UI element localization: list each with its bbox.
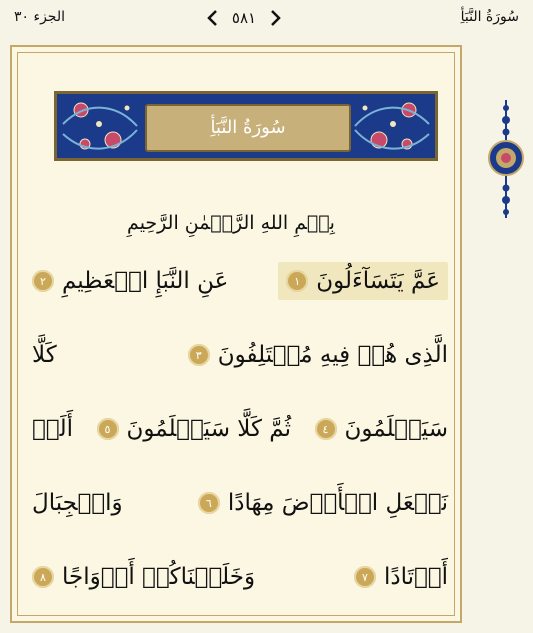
page-navigator bbox=[206, 6, 282, 30]
basmala: بِسۡمِ اللهِ الرَّحۡمٰنِ الرَّحِيمِ bbox=[127, 212, 335, 234]
top-bar bbox=[0, 0, 533, 36]
verse-text: وَالۡجِبَالَ bbox=[32, 490, 123, 516]
surah-name-label: سُورَةُ النَّبَأِ bbox=[460, 9, 519, 25]
verse-text: نَجۡعَلِ الۡأَرۡضَ مِهَادًا bbox=[227, 490, 448, 516]
quran-line-2 bbox=[32, 326, 448, 384]
verse-end-marker-icon: ١ bbox=[286, 270, 308, 292]
verse-8[interactable] bbox=[32, 564, 255, 590]
previous-page-chevron-icon[interactable] bbox=[206, 9, 220, 27]
verse-text: عَنِ النَّبَإِ الۡعَظِيمِ bbox=[62, 268, 229, 294]
juz-label: الجزء ٣٠ bbox=[14, 9, 65, 25]
verse-end-marker-icon: ٦ bbox=[198, 492, 220, 514]
verse-end-marker-icon: ٥ bbox=[97, 418, 119, 440]
verse-1-highlight[interactable] bbox=[278, 262, 448, 300]
verse-text: أَلَمۡ bbox=[32, 416, 74, 442]
verse-text: عَمَّ يَتَسَآءَلُونَ bbox=[316, 268, 440, 294]
surah-start-ornament-icon bbox=[484, 98, 528, 220]
verse-text: سَيَعۡلَمُونَ bbox=[344, 416, 448, 442]
surah-header-banner bbox=[54, 91, 438, 161]
verse-7-end[interactable] bbox=[354, 564, 448, 590]
verse-text: وَخَلَقۡنَاكُمۡ أَزۡوَاجًا bbox=[62, 564, 256, 590]
verse-text: ثُمَّ كَلَّا سَيَعۡلَمُونَ bbox=[126, 416, 292, 442]
verse-end-marker-icon: ٨ bbox=[32, 566, 54, 588]
verse-text: أَوۡتَادًا bbox=[383, 564, 448, 590]
verse-6-start[interactable] bbox=[32, 416, 73, 442]
quran-line-5 bbox=[32, 548, 448, 606]
verse-end-marker-icon: ٧ bbox=[354, 566, 376, 588]
verse-4-end[interactable] bbox=[315, 416, 449, 442]
verse-6-end[interactable] bbox=[198, 490, 448, 516]
next-page-chevron-icon[interactable] bbox=[268, 9, 282, 27]
surah-header-title: سُورَةُ النَّبَأِ bbox=[145, 104, 351, 152]
verse-3[interactable] bbox=[188, 342, 448, 368]
page-number: ٥٨١ bbox=[231, 9, 257, 27]
quran-line-3 bbox=[32, 400, 448, 458]
verse-end-marker-icon: ٤ bbox=[315, 418, 337, 440]
verse-text: كَلَّا bbox=[32, 342, 57, 368]
verse-end-marker-icon: ٢ bbox=[32, 270, 54, 292]
verse-end-marker-icon: ٣ bbox=[188, 344, 210, 366]
verse-7-start[interactable] bbox=[32, 490, 123, 516]
quran-page bbox=[14, 54, 448, 614]
quran-line-1 bbox=[32, 252, 448, 310]
verse-2[interactable] bbox=[32, 268, 228, 294]
verse-5[interactable] bbox=[97, 416, 292, 442]
verse-4-start[interactable] bbox=[32, 342, 57, 368]
quran-line-4 bbox=[32, 474, 448, 532]
verse-text: الَّذِى هُمۡ فِيهِ مُخۡتَلِفُونَ bbox=[217, 342, 448, 368]
